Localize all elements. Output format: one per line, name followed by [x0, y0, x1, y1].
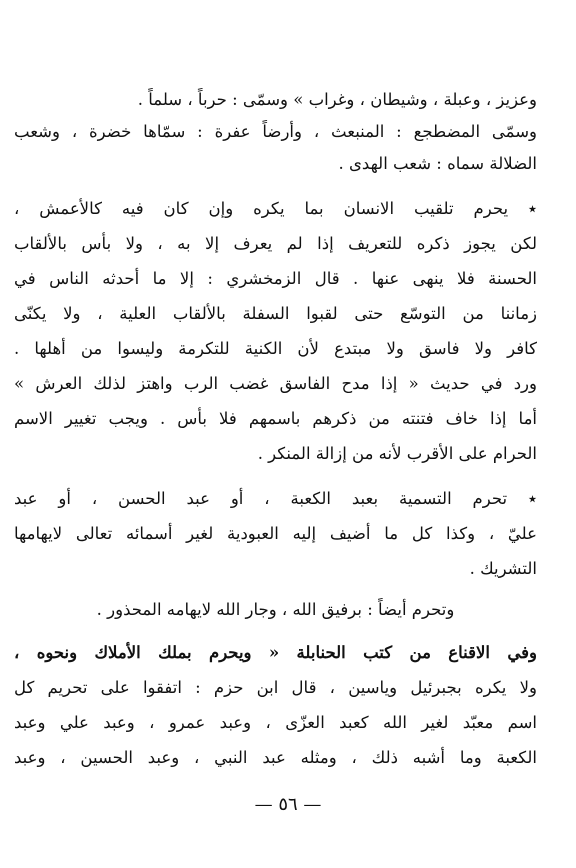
text-line-17: ولا يكره بجبرئيل وياسين ، قال ابن حزم : اتفقوا على تحريم كل	[14, 678, 537, 697]
text-line-2: وسمّى المضطجع : المنبعث ، وأرضاً عفرة : سمّاها خضرة ، وشعب	[14, 122, 537, 141]
text-line-5: لكن يجوز ذكره للتعريف إذا لم يعرف إلا به ، ولا بأس بالألقاب	[14, 234, 537, 253]
text-line-9: ورد في حديث « إذا مدح الفاسق غضب الرب واهتز لذلك العرش »	[14, 374, 537, 393]
text-line-13: عليّ ، وكذا كل ما أضيف إليه العبودية لغير أسمائه تعالى لايهامها	[14, 524, 537, 543]
text-line-3: الضلالة سماه : شعب الهدى .	[338, 154, 537, 173]
text-line-18: اسم معبّد لغير الله كعبد العزّى ، وعبد عمرو ، وعبد علي وعبد	[14, 713, 537, 732]
text-line-19: الكعبة وما أشبه ذلك ، ومثله عبد النبي ، وعبد الحسين ، وعبد	[14, 748, 537, 767]
text-line-6: الحسنة فلا ينهى عنها . قال الزمخشري : إلا ما أحدثه الناس في	[14, 269, 537, 288]
text-line-14: التشريك .	[469, 559, 537, 578]
text-line-10: أما إذا خاف فتنته من ذكرهم باسمهم فلا بأس . ويجب تغيير الاسم	[14, 409, 537, 428]
text-line-7: زماننا من التوسّع حتى لقبوا السفلة بالألقاب العلية ، ولا يكنّى	[14, 304, 537, 323]
text-line-4: ٭ يحرم تلقيب الانسان بما يكره وإن كان فيه كالأعمش ،	[14, 199, 537, 218]
text-line-11: الحرام على الأقرب لأنه من إزالة المنكر .	[257, 444, 537, 463]
text-line-15: وتحرم أيضاً : برفيق الله ، وجار الله لايهامه المحذور .	[96, 600, 455, 619]
text-line-12: ٭ تحرم التسمية بعبد الكعبة ، أو عبد الحسن ، أو عبد	[14, 489, 537, 508]
text-line-16: وفي الاقناع من كتب الحنابلة « ويحرم بملك الأملاك ونحوه ،	[14, 643, 537, 662]
page-number: — ٥٦ —	[254, 794, 322, 815]
text-line-1: وعزيز ، وعبلة ، وشيطان ، وغراب » وسمّى : حرباً ، سلماً .	[137, 90, 537, 109]
text-line-8: كافر ولا فاسق ولا مبتدع لأن الكنية للتكرمة وليسوا من أهلها .	[14, 339, 537, 358]
